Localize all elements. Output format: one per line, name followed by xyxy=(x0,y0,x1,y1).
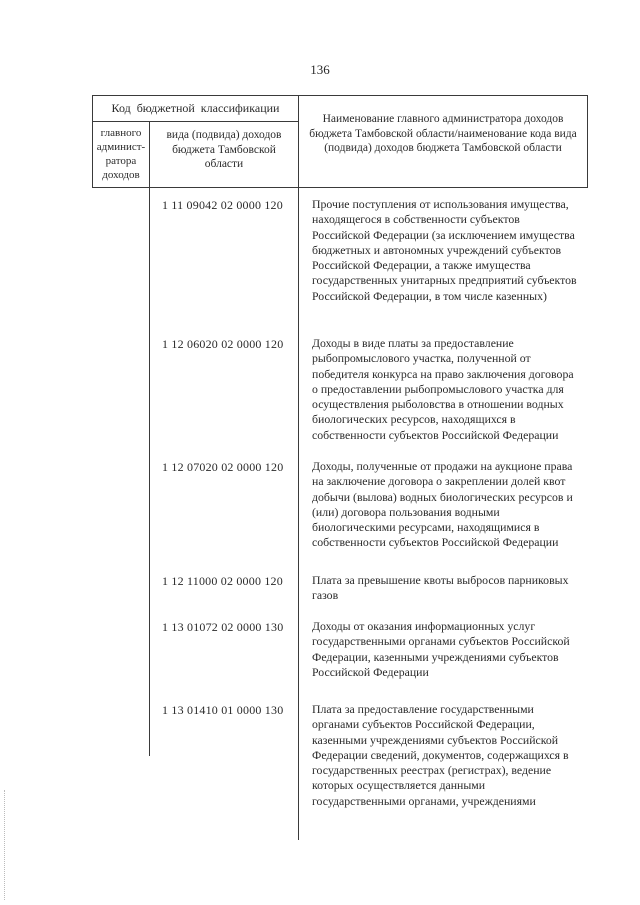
row-code: 1 13 01410 01 0000 130 xyxy=(162,703,284,717)
row-name: Доходы от оказания информационных услуг государственными органами субъектов Российской Федерации, казенными учреждениями субъектов Российской Федерации xyxy=(312,619,570,679)
row-code: 1 12 06020 02 0000 120 xyxy=(162,337,284,351)
admin-column-header: главного админист-ратора доходов xyxy=(93,122,150,189)
row-code: 1 13 01072 02 0000 130 xyxy=(162,620,284,634)
row-name: Доходы, полученные от продажи на аукционе права на заключение договора о закреплении долей квот добычи (вылова) водных биологических ресурсов и (или) договора пользования водными биологическими ресурсами, находящимися в собственности субъектов Российской Федерации xyxy=(312,459,573,550)
row-name: Плата за предоставление государственными органами субъектов Российской Федерации, казенными учреждениями субъектов Российской Федерации сведений, документов, содержащихся в государственных реестрах (регистрах), ведение которых осуществляется данными государственными органами, учреждениями xyxy=(312,702,569,808)
row-name: Прочие поступления от использования имущества, находящегося в собственности субъектов Российской Федерации (за исключением имущества бюджетных и автономных учреждений субъектов Российской Федерации, а также имущества государственных унитарных предприятий субъектов Российской Федерации, в том числе казенных) xyxy=(312,197,577,303)
code-group-title: Код бюджетной классификации xyxy=(93,96,299,122)
row-name: Доходы в виде платы за предоставление рыбопромыслового участка, полученной от победителя конкурса на право заключения договора о предоставлении рыбопромыслового участка для осуществления рыболовства в отношении водных биологических ресурсов, находящихся в собственности субъектов Российской Федерации xyxy=(312,336,574,442)
row-code: 1 12 07020 02 0000 120 xyxy=(162,460,284,474)
page-number: 136 xyxy=(310,62,330,77)
scan-margin-marks xyxy=(4,790,8,900)
column-divider-left xyxy=(149,188,150,756)
kind-column-header: вида (подвида) доходов бюджета Тамбовской области xyxy=(150,122,299,189)
name-column-header: Наименование главного администратора доходов бюджета Тамбовской области/наименование кода вида (подвида) доходов бюджета Тамбовской области xyxy=(309,113,577,154)
row-name: Плата за превышение квоты выбросов парниковых газов xyxy=(312,573,569,603)
row-code: 1 12 11000 02 0000 120 xyxy=(162,574,283,588)
column-divider-right xyxy=(298,188,299,840)
row-code: 1 11 09042 02 0000 120 xyxy=(162,198,283,212)
table-header xyxy=(92,95,588,188)
